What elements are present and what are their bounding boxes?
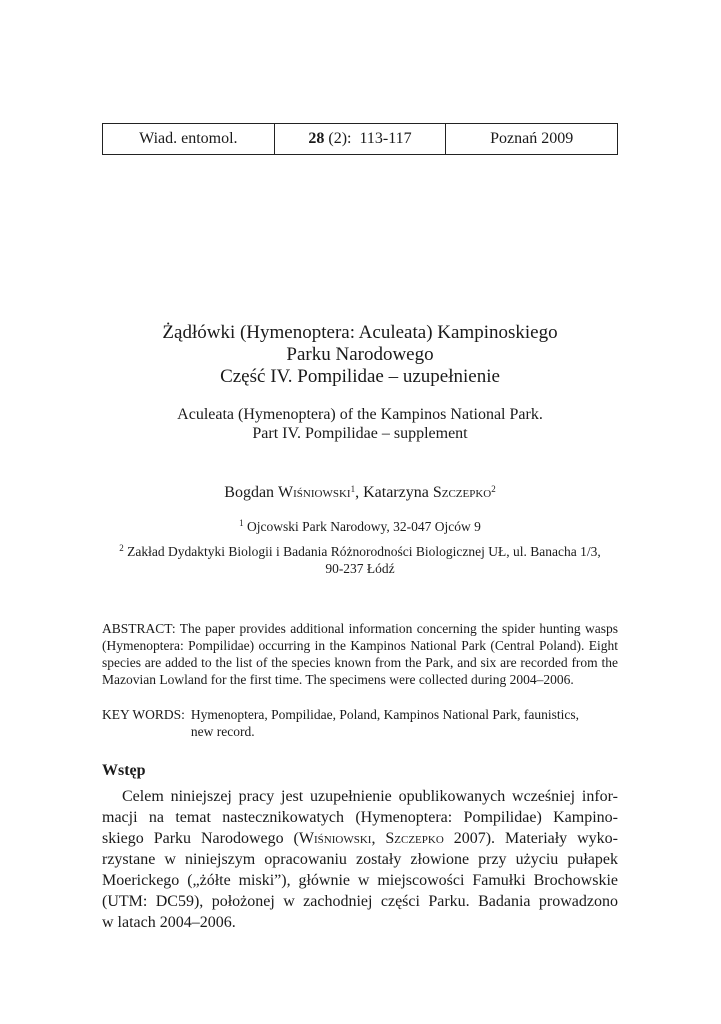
- title-en-line2: Part IV. Pompilidae – supplement: [252, 425, 468, 442]
- title-pl-line3: Część IV. Pompilidae – uzupełnienie: [220, 366, 500, 387]
- keywords-line2: new record.: [190, 724, 255, 739]
- section-heading: Wstęp: [102, 762, 146, 779]
- journal-name: Wiad. entomol.: [139, 130, 238, 147]
- keywords-text: [191, 706, 618, 740]
- body-text-fragment: ,: [371, 830, 386, 847]
- title-pl-line1: Żądłówki (Hymenoptera: Aculeata) Kampinoskiego: [162, 322, 558, 343]
- citation-author1: Wiśniowski: [298, 830, 372, 847]
- volume-number: 28: [308, 130, 325, 147]
- aff1-mark: 1: [239, 518, 244, 528]
- body-text-fragment: 2007). Materiały wyko-: [443, 830, 618, 847]
- body-line: w latach 2004–2006.: [102, 914, 236, 931]
- affiliation-1: [100, 515, 620, 535]
- place-year: Poznań 2009: [490, 130, 574, 147]
- citation-author2: Szczepko: [385, 830, 444, 847]
- body-text-fragment: skiego Parku Narodowego (: [102, 830, 299, 847]
- author2-first: , Katarzyna: [355, 484, 433, 501]
- keywords: [102, 706, 618, 740]
- author1-affil-mark: 1: [350, 484, 356, 494]
- title-en-line1: Aculeata (Hymenoptera) of the Kampinos National Park.: [177, 406, 543, 423]
- aff2-line1: Zakład Dydaktyki Biologii i Badania Różnorodności Biologicznej UŁ, ul. Banacha 1/3,: [123, 544, 601, 559]
- aff2-line2: 90-237 Łódź: [325, 561, 395, 576]
- section-body: [102, 786, 618, 933]
- affiliation-2: [100, 540, 620, 577]
- place-year-cell: [445, 124, 617, 154]
- author1-last: Wiśniowski: [278, 484, 351, 501]
- abstract: ABSTRACT: The paper provides additional information concerning the spider hunting wasps (Hymenoptera: Pompilidae) occurring in the Kampinos National Park (Central Poland). Eight species are added to the list of the species known from the Park, and six are recorded from the Mazovian Lowland for the first time. The specimens were collected during 2004–2006.: [102, 621, 618, 687]
- body-line: (UTM: DC59), położonej w zachodniej części Parku. Badania prowadzono: [102, 893, 618, 910]
- keywords-line1: Hymenoptera, Pompilidae, Poland, Kampinos National Park, faunistics,: [190, 707, 579, 722]
- aff1-text: Ojcowski Park Narodowy, 32-047 Ojców 9: [243, 519, 481, 534]
- body-line: macji na temat nastecznikowatych (Hymenoptera: Pompilidae) Kampino-: [102, 809, 618, 826]
- title-english: [60, 405, 660, 443]
- title-polish: [60, 322, 660, 388]
- aff2-mark: 2: [119, 543, 124, 553]
- keywords-label: KEY WORDS:: [102, 707, 185, 722]
- body-line: [102, 828, 618, 849]
- author2-last: Szczepko: [432, 484, 492, 501]
- body-line: Moerickego („żółte miski”), głównie w miejscowości Famułki Brochowskie: [102, 872, 618, 889]
- author1-first: Bogdan: [224, 484, 279, 501]
- volume-cell: [274, 124, 446, 154]
- body-line: Celem niniejszej pracy jest uzupełnienie opublikowanych wcześniej infor-: [122, 788, 618, 805]
- journal-header-table: [102, 123, 618, 155]
- title-pl-line2: Parku Narodowego: [286, 344, 434, 365]
- journal-name-cell: [103, 124, 274, 154]
- body-line: rzystane w niniejszym opracowaniu zostały złowione przy użyciu pułapek: [102, 851, 618, 868]
- author2-affil-mark: 2: [491, 484, 496, 494]
- authors-line: [60, 480, 660, 502]
- issue-pages: (2): 113-117: [324, 130, 412, 147]
